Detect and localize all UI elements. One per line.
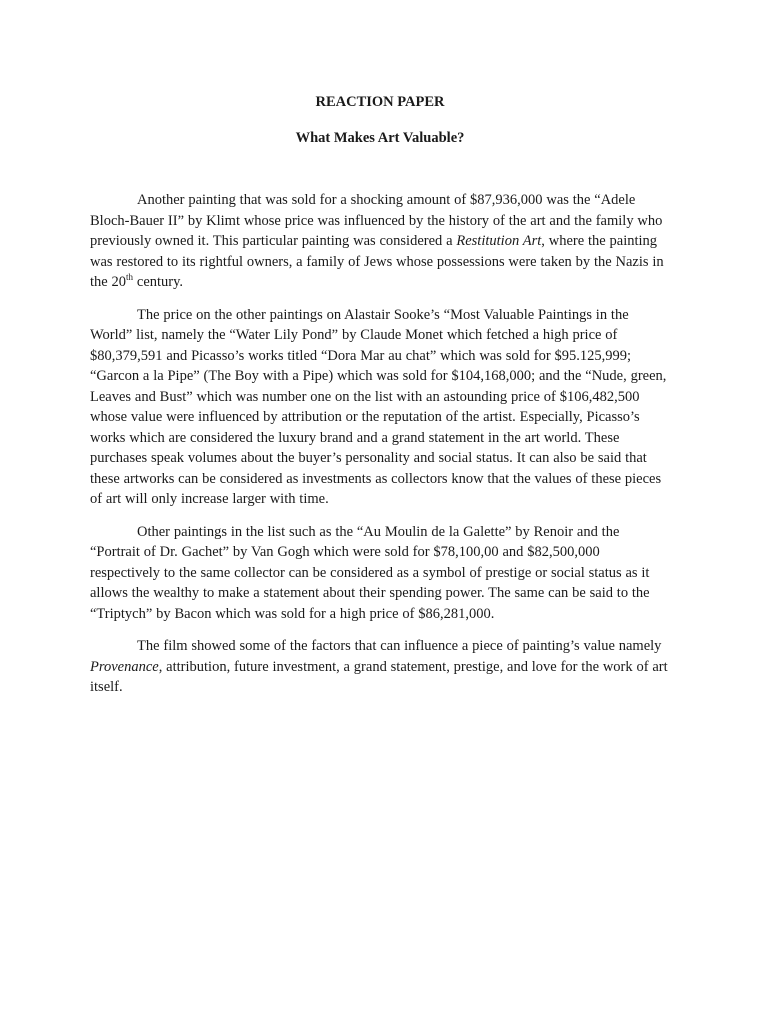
document-page <box>90 92 670 710</box>
document-body <box>90 190 670 698</box>
paragraph-1-superscript: th <box>126 272 134 283</box>
document-subtitle: What Makes Art Valuable? <box>295 130 465 146</box>
paragraph-1-text-c: century. <box>133 274 184 290</box>
paragraph-4-emphasis: Provenance <box>90 658 159 675</box>
paragraph-1-emphasis: Restitution Art <box>456 233 542 249</box>
paragraph-4-text-a: The film showed some of the factors that can influence a piece of painting’s value namely <box>137 638 662 654</box>
paragraph-4-text-b: , attribution, future investment, a grand statement, prestige, and love for the work of art itself. <box>90 658 668 695</box>
paragraph-1-text-b: , where the painting was restored to its rightful owners, a family of Jews whose possessions were taken by the Nazis in the 20 <box>90 233 664 290</box>
paragraph-1-text-a: Another painting that was sold for a shocking amount of $87,936,000 was the “Adele Bloch-Bauer II” by Klimt whose price was influenced by the history of the art and the family who previously owned it. This particular painting was considered a <box>90 192 663 249</box>
paragraph-2: The price on the other paintings on Alastair Sooke’s “Most Valuable Paintings in the World” list, namely the “Water Lily Pond” by Claude Monet which fetched a high price of $80,379,591 and Picasso’s works titled “Dora Mar au chat” which was sold for $95.125,999; “Garcon a la Pipe” (The Boy with a Pipe) which was sold for $104,168,000; and the “Nude, green, Leaves and Bust” which was number one on the list with an astounding price of $106,482,500 whose value were influenced by attribution or the reputation of the artist. Especially, Picasso’s works which are considered the luxury brand and a grand statement in the art world. These purchases speak volumes about the buyer’s personality and social status. It can also be said that these artworks can be considered as investments as collectors know that the values of these pieces of art will only increase larger with time. <box>90 306 667 507</box>
paragraph-3: Other paintings in the list such as the “Au Moulin de la Galette” by Renoir and the “Portrait of Dr. Gachet” by Van Gogh which were sold for $78,100,00 and $82,500,000 respectively to the same collector can be considered as a symbol of prestige or social status as it allows the wealthy to make a statement about their spending power. The same can be said to the “Triptych” by Bacon which was sold for a high price of $86,281,000. <box>90 523 650 622</box>
document-title: REACTION PAPER <box>315 94 445 110</box>
paragraph-1 <box>90 190 670 293</box>
paragraph-4 <box>90 636 670 698</box>
